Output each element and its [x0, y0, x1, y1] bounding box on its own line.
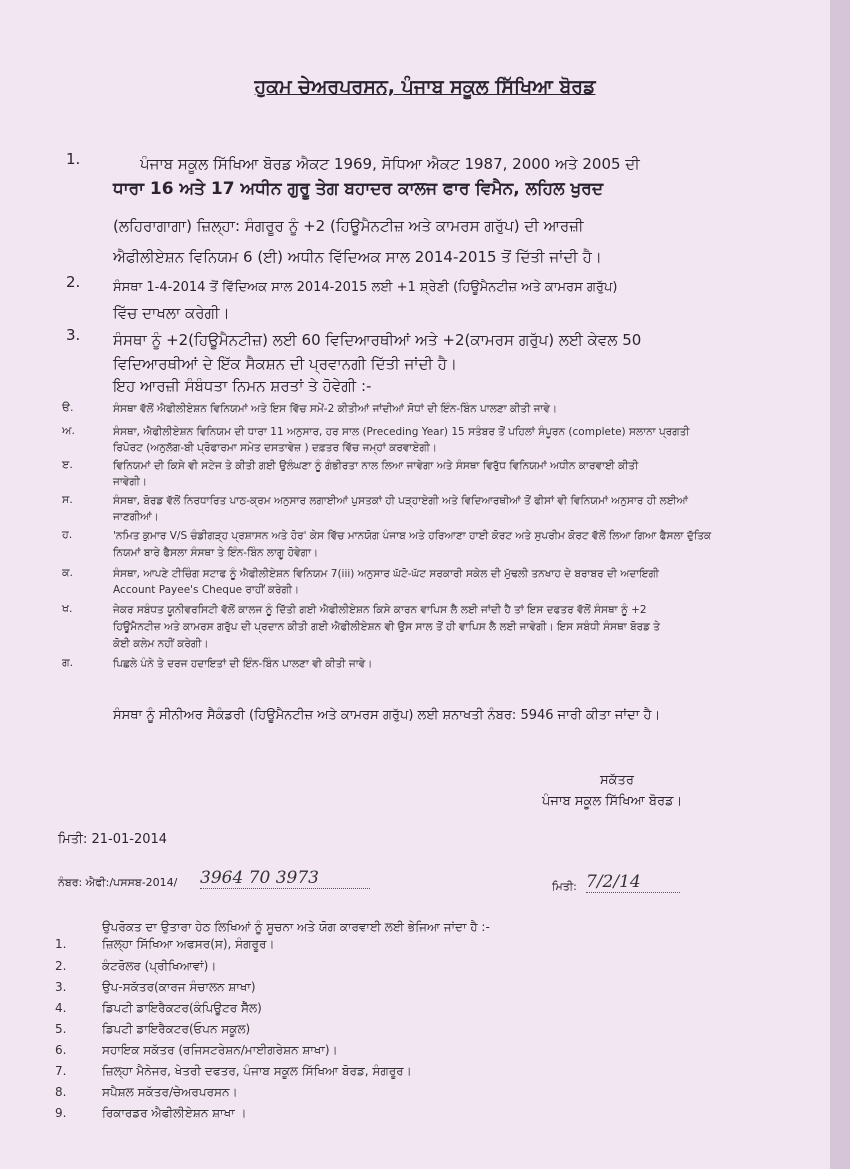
recipient-item: ਜ਼ਿਲ੍ਹਾ ਸਿੱਖਿਆ ਅਫਸਰ(ਸ), ਸੰਗਰੂਰ।	[102, 937, 275, 951]
copy-intro: ਉਪਰੋਕਤ ਦਾ ਉਤਾਰਾ ਹੇਠ ਲਿਖਿਆਂ ਨੂੰ ਸੂਚਨਾ ਅਤੇ ਯੋਗ ਕਾਰਵਾਈ ਲਈ ਭੇਜਿਆ ਜਾਂਦਾ ਹੈ :-	[102, 920, 490, 934]
item-number: 3.	[66, 326, 81, 344]
recipient-number: 5.	[55, 1022, 67, 1036]
condition-line: ਸੰਸਥਾ ਵੱਲੋਂ ਐਫੀਲੀਏਸ਼ਨ ਵਿਨਿਯਮਾਂ ਅਤੇ ਇਸ ਵਿੱਚ ਸਮੇਂ-2 ਕੀਤੀਆਂ ਜਾਂਦੀਆਂ ਸੋਧਾਂ ਦੀ ਇੰਨ-ਬਿੰਨ ਪਾਲਣਾ ਕੀਤੀ ਜਾਵੇ।	[113, 403, 558, 415]
recipient-item: ਸਹਾਇਕ ਸਕੱਤਰ (ਰਜਿਸਟਰੇਸ਼ਨ/ਮਾਈਗਰੇਸ਼ਨ ਸ਼ਾਖਾ)।	[102, 1043, 338, 1057]
right-date-handwritten: 7/2/14	[586, 872, 680, 893]
item-line: ਧਾਰਾ 16 ਅਤੇ 17 ਅਧੀਨ ਗੁਰੂ ਤੇਗ ਬਹਾਦਰ ਕਾਲਜ ਫਾਰ ਵਿਮੈਨ, ਲਹਿਲ ਖੁਰਦ	[113, 179, 604, 199]
condition-line: Account Payee's Cheque ਰਾਹੀਂ ਕਰੇਗੀ।	[113, 584, 300, 596]
condition-letter: ਹ.	[62, 528, 73, 541]
condition-letter: ਕ.	[62, 566, 73, 579]
recipient-number: 1.	[55, 937, 67, 951]
condition-line: ਰਿਪੋਰਟ (ਅਨੁਲੱਗ-ਬੀ ਪ੍ਰੋਫਾਰਮਾ ਸਮੇਤ ਦਸਤਾਵੇਜ਼ ) ਦਫ਼ਤਰ ਵਿੱਚ ਜਮ੍ਹਾਂ ਕਰਵਾਏਗੀ।	[113, 442, 437, 454]
recipient-item: ਉਪ-ਸਕੱਤਰ(ਕਾਰਜ ਸੰਚਾਲਨ ਸ਼ਾਖਾ)	[102, 980, 256, 994]
item-line: ਪੰਜਾਬ ਸਕੂਲ ਸਿੱਖਿਆ ਬੋਰਡ ਐਕਟ 1969, ਸੋਧਿਆ ਐਕਟ 1987, 2000 ਅਤੇ 2005 ਦੀ	[140, 155, 640, 173]
condition-line: ਵਿਨਿਯਮਾਂ ਦੀ ਕਿਸੇ ਵੀ ਸਟੇਜ ਤੇ ਕੀਤੀ ਗਈ ਉਲੰਘਣਾ ਨੂੰ ਗੰਭੀਰਤਾ ਨਾਲ ਲਿਆ ਜਾਵੇਗਾ ਅਤੇ ਸੰਸਥਾ ਵਿਰੁੱਧ ਵਿਨਿਯਮਾਂ ਅਧੀਨ ਕਾਰਵਾਈ ਕੀਤੀ	[113, 460, 639, 472]
condition-letter: ਗ.	[62, 656, 74, 669]
item-line: ਵਿਦਿਆਰਥੀਆਂ ਦੇ ਇੱਕ ਸੈਕਸ਼ਨ ਦੀ ਪ੍ਰਵਾਨਗੀ ਦਿੱਤੀ ਜਾਂਦੀ ਹੈ।	[113, 355, 458, 373]
item-number: 1.	[66, 150, 81, 168]
recipient-number: 2.	[55, 959, 67, 973]
condition-letter: ੳ.	[62, 401, 74, 414]
condition-line: ਸੰਸਥਾ, ਆਪਣੇ ਟੀਚਿੰਗ ਸਟਾਫ ਨੂੰ ਐਫੀਲੀਏਸ਼ਨ ਵਿਨਿਯਮ 7(iii) ਅਨੁਸਾਰ ਘੱਟੋ-ਘੱਟ ਸਰਕਾਰੀ ਸਕੇਲ ਦੀ ਮੁੱਢਲੀ ਤਨਖਾਹ ਦੇ ਬਰਾਬਰ ਦੀ ਅਦਾਇਗੀ	[113, 568, 659, 580]
condition-letter: ਅ.	[62, 424, 75, 437]
condition-line: ਜਾਣਗੀਆਂ।	[113, 511, 159, 523]
condition-letter: ੲ.	[62, 458, 73, 471]
item-line: ਸੰਸਥਾ 1-4-2014 ਤੋਂ ਵਿੱਦਿਅਕ ਸਾਲ 2014-2015 ਲਈ +1 ਸ਼੍ਰੇਣੀ (ਹਿਊਮੈਨਟੀਜ਼ ਅਤੇ ਕਾਮਰਸ ਗਰੁੱਪ)	[113, 280, 618, 295]
condition-letter: ਸ.	[62, 493, 73, 506]
item-line: ਵਿੱਚ ਦਾਖਲਾ ਕਰੇਗੀ।	[113, 304, 230, 322]
item-number: 2.	[66, 273, 81, 291]
right-date-label: ਮਿਤੀ:	[552, 880, 577, 893]
recipient-item: ਸਪੈਸ਼ਲ ਸਕੱਤਰ/ਚੇਅਰਪਰਸਨ।	[102, 1085, 238, 1099]
recipient-item: ਡਿਪਟੀ ਡਾਇਰੈਕਟਰ(ਕੰਪਿਊਟਰ ਸੈੱਲ)	[102, 1001, 262, 1015]
identity-number-line: ਸੰਸਥਾ ਨੂੰ ਸੀਨੀਅਰ ਸੈਕੰਡਰੀ (ਹਿਊਮੈਨਟੀਜ਼ ਅਤੇ ਕਾਮਰਸ ਗਰੁੱਪ) ਲਈ ਸ਼ਨਾਖਤੀ ਨੰਬਰ: 5946 ਜਾਰੀ ਕੀਤਾ ਜਾਂਦਾ ਹੈ।	[113, 708, 661, 723]
signature-org: ਪੰਜਾਬ ਸਕੂਲ ਸਿੱਖਿਆ ਬੋਰਡ।	[542, 794, 683, 809]
item-line: ਸੰਸਥਾ ਨੂੰ +2(ਹਿਊਮੈਨਟੀਜ਼) ਲਈ 60 ਵਿਦਿਆਰਥੀਆਂ ਅਤੇ +2(ਕਾਮਰਸ ਗਰੁੱਪ) ਲਈ ਕੇਵਲ 50	[113, 331, 642, 349]
condition-line: ਹਿਊਮੈਨਟੀਜ਼ ਅਤੇ ਕਾਮਰਸ ਗਰੁੱਪ ਦੀ ਪ੍ਰਦਾਨ ਕੀਤੀ ਗਈ ਐਫੀਲੀਏਸ਼ਨ ਵੀ ਉਸ ਸਾਲ ਤੋਂ ਹੀ ਵਾਪਿਸ ਲੈ ਲਈ ਜਾਵੇਗੀ। ਇਸ ਸਬੰਧੀ ਸੰਸਥਾ ਬੋਰਡ ਤੇ	[113, 621, 661, 633]
item-line: ਐਫੀਲੀਏਸ਼ਨ ਵਿਨਿਯਮ 6 (ਈ) ਅਧੀਨ ਵਿੱਦਿਅਕ ਸਾਲ 2014-2015 ਤੋਂ ਦਿੱਤੀ ਜਾਂਦੀ ਹੈ।	[113, 248, 602, 266]
recipient-item: ਰਿਕਾਰਡਰ ਐਫੀਲੀਏਸ਼ਨ ਸ਼ਾਖਾ ।	[102, 1106, 247, 1120]
recipient-number: 9.	[55, 1106, 67, 1120]
condition-line: ਕੋਈ ਕਲੇਮ ਨਹੀਂ ਕਰੇਗੀ।	[113, 638, 209, 650]
condition-line: ਸੰਸਥਾ, ਬੋਰਡ ਵੱਲੋਂ ਨਿਰਧਾਰਿਤ ਪਾਠ-ਕ੍ਰਮ ਅਨੁਸਾਰ ਲਗਾਈਆਂ ਪੁਸਤਕਾਂ ਹੀ ਪੜ੍ਹਾਏਗੀ ਅਤੇ ਵਿਦਿਆਰਥੀਆਂ ਤੋਂ ਫੀਸਾਂ ਵੀ ਵਿਨਿਯਮਾਂ ਅਨੁਸਾਰ ਹੀ ਲਈਆਂ	[113, 495, 688, 507]
recipient-number: 8.	[55, 1085, 67, 1099]
recipient-number: 7.	[55, 1064, 67, 1078]
recipient-number: 3.	[55, 980, 67, 994]
condition-line: 'ਨਮਿਤ ਕੁਮਾਰ V/S ਚੰਡੀਗੜ੍ਹ ਪ੍ਰਸ਼ਾਸਨ ਅਤੇ ਹੋਰ' ਕੇਸ ਵਿੱਚ ਮਾਨਯੋਗ ਪੰਜਾਬ ਅਤੇ ਹਰਿਆਣਾ ਹਾਈ ਕੋਰਟ ਅਤੇ ਸੁਪਰੀਮ ਕੋਰਟ ਵੱਲੋਂ ਲਿਆ ਗਿਆ ਫੈਸਲਾ ਦੁੱਤਿਕ	[113, 530, 712, 542]
recipient-item: ਕੰਟਰੋਲਰ (ਪ੍ਰੀਖਿਆਵਾਂ)।	[102, 959, 217, 973]
recipient-item: ਜ਼ਿਲ੍ਹਾ ਮੈਨੇਜਰ, ਖੇਤਰੀ ਦਫਤਰ, ਪੰਜਾਬ ਸਕੂਲ ਸਿੱਖਿਆ ਬੋਰਡ, ਸੰਗਰੂਰ।	[102, 1064, 412, 1078]
condition-line: ਪਿਛਲੇ ਪੰਨੇ ਤੇ ਦਰਜ ਹਦਾਇਤਾਂ ਦੀ ਇੰਨ-ਬਿੰਨ ਪਾਲਣਾ ਵੀ ਕੀਤੀ ਜਾਵੇ।	[113, 658, 373, 670]
item-line: (ਲਹਿਰਾਗਾਗਾ) ਜ਼ਿਲ੍ਹਾ: ਸੰਗਰੂਰ ਨੂੰ +2 (ਹਿਊਮੈਨਟੀਜ਼ ਅਤੇ ਕਾਮਰਸ ਗਰੁੱਪ) ਦੀ ਆਰਜ਼ੀ	[113, 217, 584, 235]
condition-line: ਨਿਯਮਾਂ ਬਾਰੇ ਫੈਸਲਾ ਸੰਸਥਾ ਤੇ ਇੰਨ-ਬਿੰਨ ਲਾਗੂ ਹੋਵੇਗਾ।	[113, 547, 319, 559]
signature-title: ਸਕੱਤਰ	[600, 773, 634, 788]
page-edge	[830, 0, 850, 1169]
condition-line: ਜਾਵੇਗੀ।	[113, 476, 147, 488]
condition-line: ਸੰਸਥਾ, ਐਫੀਲੀਏਸ਼ਨ ਵਿਨਿਯਮ ਦੀ ਧਾਰਾ 11 ਅਨੁਸਾਰ, ਹਰ ਸਾਲ (Preceding Year) 15 ਸਤੰਬਰ ਤੋਂ ਪਹਿਲਾਂ ਸੰਪੂਰਨ (complete) ਸਲਾਨਾ ਪ੍ਰਗਤੀ	[113, 426, 690, 438]
page-title: ਹੁਕਮ ਚੇਅਰਪਰਸਨ, ਪੰਜਾਬ ਸਕੂਲ ਸਿੱਖਿਆ ਬੋਰਡ	[254, 76, 596, 98]
reference-label: ਨੰਬਰ: ਐਫੀ:/ਪਸਸਬ-2014/	[58, 876, 178, 889]
condition-line: ਜੇਕਰ ਸਬੰਧਤ ਯੂਨੀਵਰਸਿਟੀ ਵੱਲੋਂ ਕਾਲਜ ਨੂੰ ਦਿੱਤੀ ਗਈ ਐਫੀਲੀਏਸ਼ਨ ਕਿਸੇ ਕਾਰਨ ਵਾਪਿਸ ਲੈ ਲਈ ਜਾਂਦੀ ਹੈ ਤਾਂ ਇਸ ਦਫਤਰ ਵੱਲੋਂ ਸੰਸਥਾ ਨੂੰ +2	[113, 604, 647, 616]
letter-date: ਮਿਤੀ: 21-01-2014	[58, 832, 168, 847]
reference-number-handwritten: 3964 70 3973	[200, 868, 370, 889]
condition-letter: ਖ.	[62, 602, 73, 615]
item-line: ਇਹ ਆਰਜ਼ੀ ਸੰਬੰਧਤਾ ਨਿਮਨ ਸ਼ਰਤਾਂ ਤੇ ਹੋਵੇਗੀ :-	[113, 377, 372, 395]
recipient-number: 6.	[55, 1043, 67, 1057]
recipient-item: ਡਿਪਟੀ ਡਾਇਰੈਕਟਰ(ਓਪਨ ਸਕੂਲ)	[102, 1022, 251, 1036]
recipient-number: 4.	[55, 1001, 67, 1015]
